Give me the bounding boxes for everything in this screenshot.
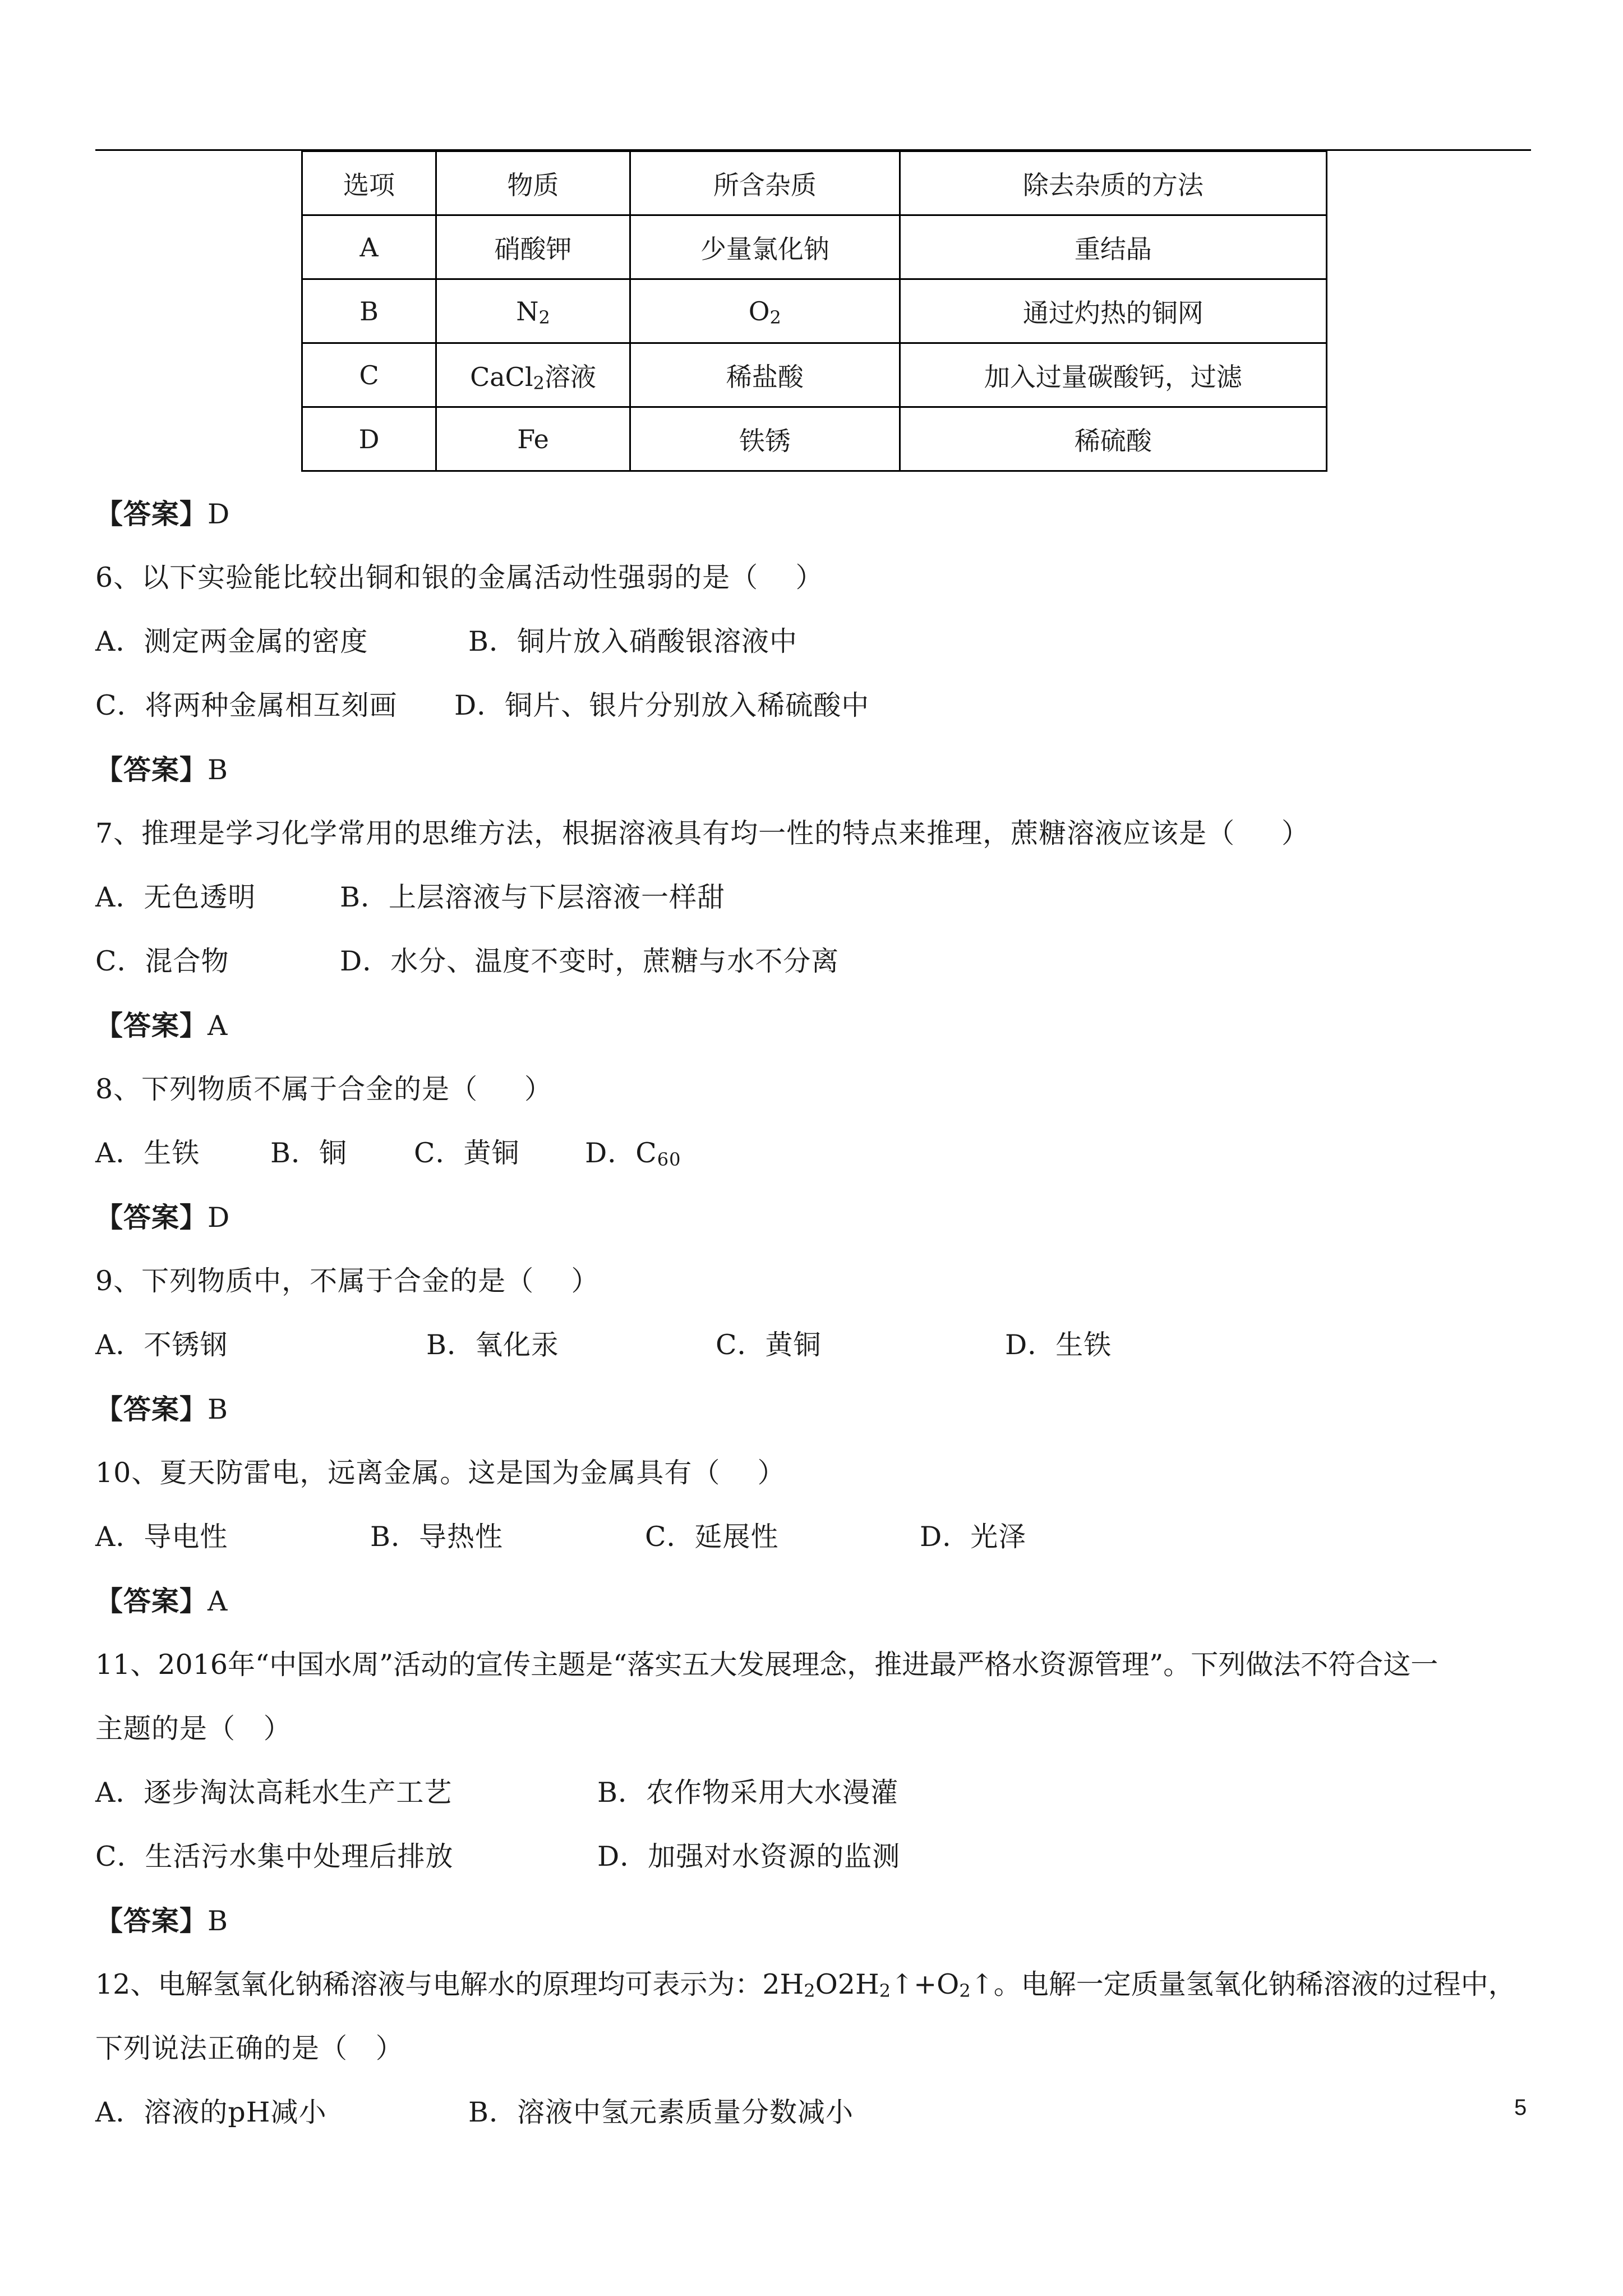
impurity-cell: 少量氯化钠 xyxy=(630,215,900,279)
question-12-stem-line1: 12、电解氢氧化钠稀溶液与电解水的原理均可表示为：$2H_2O2H_2↑+O_2↑$。电解一定质量氢氧化钠稀溶液的过程中， xyxy=(95,1968,1516,2001)
table-row xyxy=(302,215,1327,279)
impurity-cell: 稀盐酸 xyxy=(630,343,900,407)
question-11-stem-line2: 主题的是（ ） xyxy=(95,1713,292,1745)
impurity-cell: 铁锈 xyxy=(630,407,900,471)
question-6-stem: 6、以下实验能比较出铜和银的金属活动性强弱的是（ ） xyxy=(95,562,824,593)
answer-line: 【答案】B xyxy=(95,1904,229,1937)
method-cell: 通过灼热的铜网 xyxy=(900,279,1326,343)
question-8-stem: 8、下列物质不属于合金的是（ ） xyxy=(95,1073,553,1105)
table-header-cell: 选项 xyxy=(302,151,436,215)
substance-cell: $N_2$ xyxy=(436,279,630,343)
question-11-options-cd: C．生活污水集中处理后排放 D．加强对水资源的监测 xyxy=(95,1841,901,1872)
table-header-cell: 物质 xyxy=(436,151,630,215)
question-12-options-ab: A．溶液的pH减小 B．溶液中氢元素质量分数减小 xyxy=(95,2096,854,2128)
answer-line: 【答案】D xyxy=(95,1201,230,1234)
question-8-options: A．生铁 B．铜 C．黄铜 D．$C_{60}$ xyxy=(95,1137,681,1170)
table-row xyxy=(302,279,1327,343)
table-row xyxy=(302,407,1327,471)
question-7-options-ab: A．无色透明 B．上层溶液与下层溶液一样甜 xyxy=(95,881,726,913)
table-header-cell: 所含杂质 xyxy=(630,151,900,215)
answer-line: 【答案】A xyxy=(95,1009,228,1042)
question-6-options-ab: A．测定两金属的密度 B．铜片放入硝酸银溶液中 xyxy=(95,625,798,657)
question-10-options: A．导电性 B．导热性 C．延展性 D．光泽 xyxy=(95,1521,1027,1553)
table-row xyxy=(302,343,1327,407)
table-header-row xyxy=(302,151,1327,215)
impurity-removal-table xyxy=(301,150,1327,472)
method-cell: 加入过量碳酸钙，过滤 xyxy=(900,343,1326,407)
question-12-stem-line2: 下列说法正确的是（ ） xyxy=(95,2032,404,2064)
table-header-cell: 除去杂质的方法 xyxy=(900,151,1326,215)
question-6-options-cd: C．将两种金属相互刻画 D．铜片、银片分别放入稀硫酸中 xyxy=(95,689,870,721)
answer-line: 【答案】A xyxy=(95,1585,228,1617)
option-cell: B xyxy=(302,279,436,343)
question-11-options-ab: A．逐步淘汰高耗水生产工艺 B．农作物采用大水漫灌 xyxy=(95,1777,899,1809)
method-cell: 稀硫酸 xyxy=(900,407,1326,471)
substance-cell: CaCl$_2$溶液 xyxy=(436,343,630,407)
question-11-stem-line1: 11、2016年“中国水周”活动的宣传主题是“落实五大发展理念，推进最严格水资源管理”。下列做法不符合这一 xyxy=(95,1649,1438,1681)
page-number: 5 xyxy=(1514,2095,1527,2120)
option-cell: C xyxy=(302,343,436,407)
answer-line: 【答案】B xyxy=(95,1393,229,1425)
question-9-options: A．不锈钢 B．氧化汞 C．黄铜 D．生铁 xyxy=(95,1329,1112,1361)
impurity-cell: $O_2$ xyxy=(630,279,900,343)
method-cell: 重结晶 xyxy=(900,215,1326,279)
question-7-stem: 7、推理是学习化学常用的思维方法，根据溶液具有均一性的特点来推理，蔗糖溶液应该是（ ） xyxy=(95,817,1310,849)
substance-cell: 硝酸钾 xyxy=(436,215,630,279)
answer-line: 【答案】D xyxy=(95,498,230,530)
answer-line: 【答案】B xyxy=(95,753,229,786)
substance-cell: Fe xyxy=(436,407,630,471)
option-cell: D xyxy=(302,407,436,471)
option-cell: A xyxy=(302,215,436,279)
question-10-stem: 10、夏天防雷电，远离金属。这是国为金属具有（ ） xyxy=(95,1457,786,1489)
question-7-options-cd: C．混合物 D．水分、温度不变时，蔗糖与水不分离 xyxy=(95,945,840,977)
question-9-stem: 9、下列物质中，不属于合金的是（ ） xyxy=(95,1265,600,1297)
